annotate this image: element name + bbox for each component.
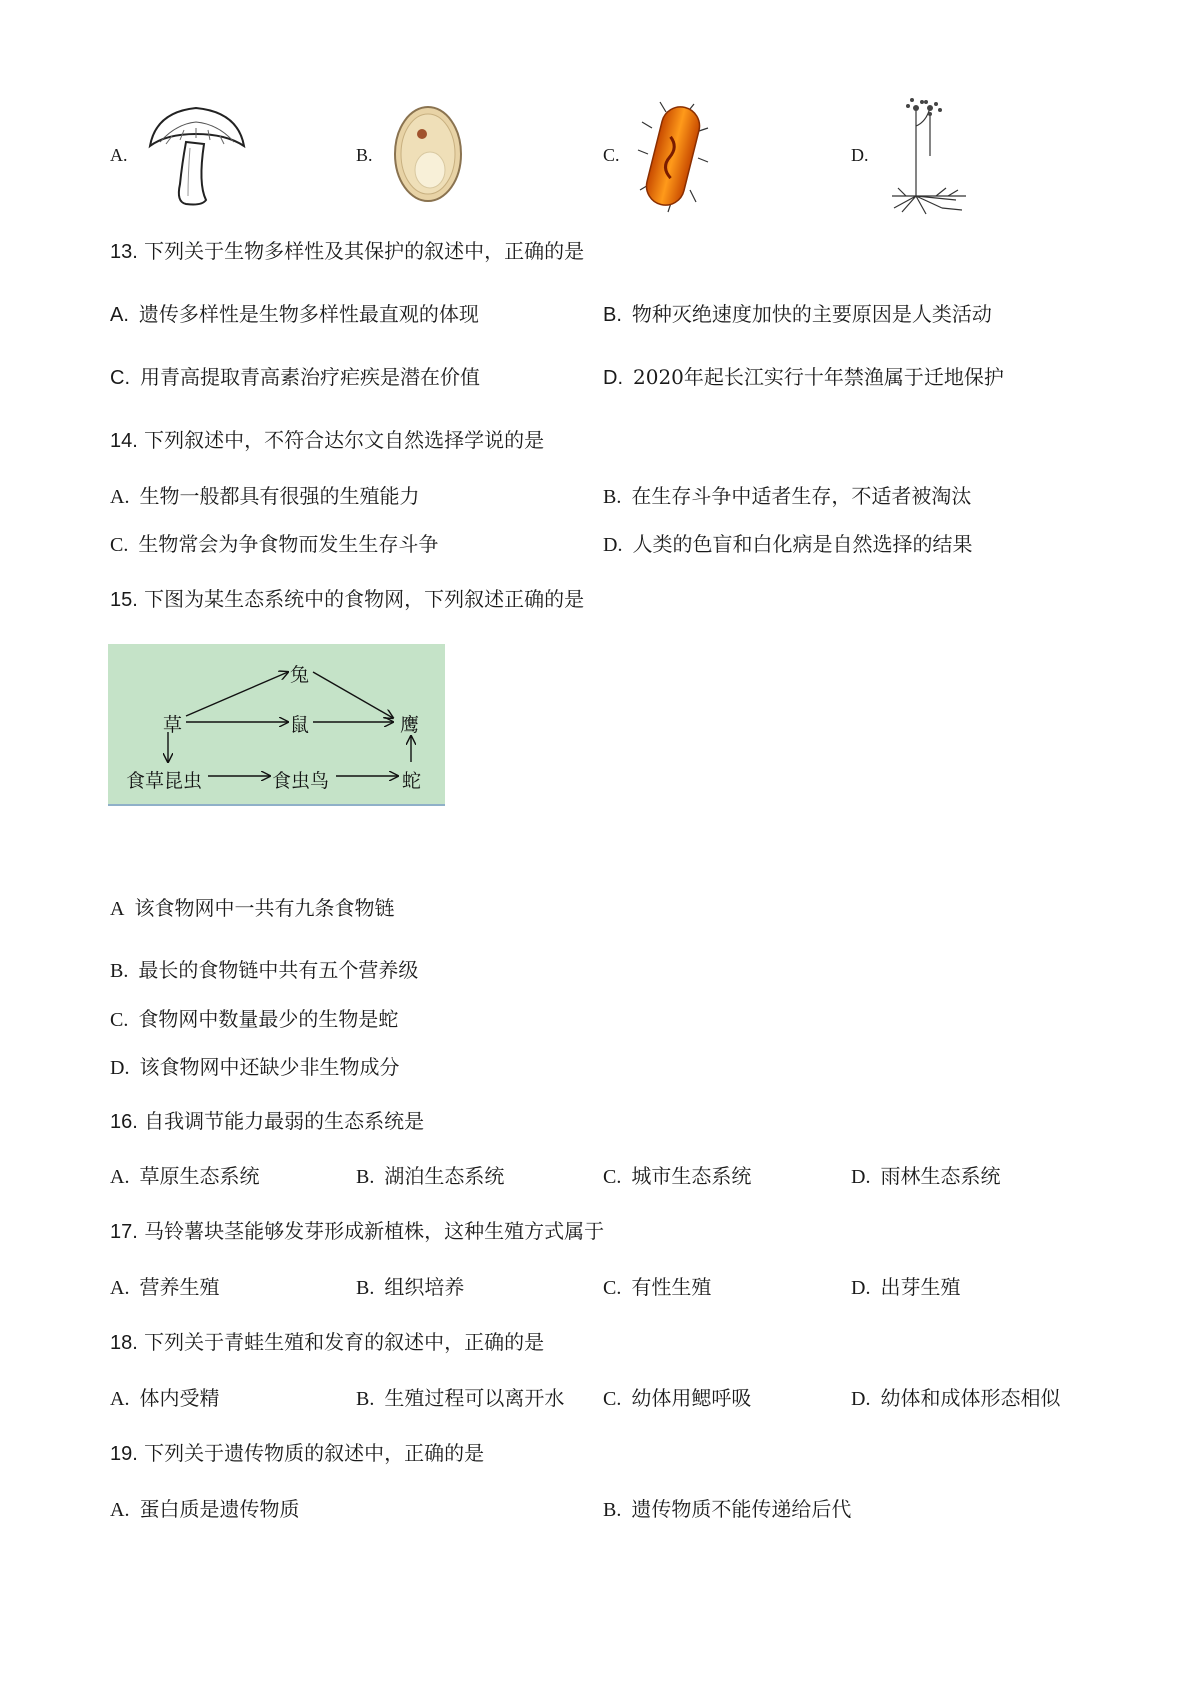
q14-option-c	[110, 531, 438, 558]
option-text: 2020年起长江实行十年禁渔属于迁地保护	[633, 365, 1004, 389]
question-number: 19.	[110, 1443, 138, 1465]
option-letter: A	[110, 898, 125, 920]
option-letter: D.	[851, 1388, 871, 1410]
q17-option-b	[356, 1274, 464, 1301]
option-letter: A.	[110, 304, 129, 326]
q19-option-a	[110, 1496, 299, 1523]
option-letter: B.	[356, 1388, 375, 1410]
node-bird: 食虫鸟	[272, 770, 330, 792]
q17-stem	[110, 1218, 604, 1245]
node-eagle: 鹰	[400, 714, 420, 736]
q17-option-c	[603, 1274, 711, 1301]
option-letter: B.	[356, 1277, 375, 1299]
option-text: 人类的色盲和白化病是自然选择的结果	[632, 532, 973, 556]
q16-option-b	[356, 1163, 504, 1190]
question-number: 13.	[110, 241, 138, 263]
option-text: 营养生殖	[139, 1275, 220, 1299]
option-text: 用青高提取青高素治疗疟疾是潜在价值	[140, 365, 480, 389]
question-number: 18.	[110, 1332, 138, 1354]
q15-option-a	[110, 895, 394, 922]
q17-option-d	[851, 1274, 960, 1301]
q19-option-b	[603, 1496, 851, 1523]
q15-option-c	[110, 1006, 398, 1033]
q14-option-b	[603, 483, 971, 510]
option-letter: D.	[603, 534, 623, 556]
q18-option-d	[851, 1385, 1060, 1412]
option-text: 食物网中数量最少的生物是蛇	[138, 1007, 399, 1031]
option-letter: B.	[603, 1499, 622, 1521]
node-mouse: 鼠	[290, 714, 310, 736]
node-grass: 草	[163, 714, 183, 736]
q16-option-d	[851, 1163, 1000, 1190]
node-rabbit: 兔	[290, 664, 310, 686]
mushroom-icon	[146, 104, 248, 208]
option-letter: B.	[110, 960, 129, 982]
q15-stem	[110, 586, 584, 613]
option-text: 该食物网中一共有九条食物链	[134, 896, 395, 920]
arrow-rabbit-eagle	[313, 672, 393, 718]
q13-stem	[110, 238, 584, 265]
option-letter: B.	[356, 1166, 375, 1188]
question-number: 14.	[110, 430, 138, 452]
q12-option-b-letter: B.	[356, 145, 373, 165]
option-text: 在生存斗争中适者生存，不适者被淘汰	[631, 484, 972, 508]
option-letter: C.	[110, 367, 130, 389]
option-text: 生物一般都具有很强的生殖能力	[139, 484, 420, 508]
q14-option-a	[110, 483, 419, 510]
q12-option-d-letter: D.	[851, 145, 869, 165]
node-insect: 食草昆虫	[126, 770, 203, 792]
q13-option-b	[603, 301, 992, 328]
option-letter: A.	[110, 486, 130, 508]
option-text: 蛋白质是遗传物质	[139, 1497, 300, 1521]
question-stem: 下列叙述中，不符合达尔文自然选择学说的是	[144, 428, 545, 452]
option-text: 幼体用鳃呼吸	[631, 1386, 752, 1410]
option-text: 湖泊生态系统	[384, 1164, 505, 1188]
option-text: 草原生态系统	[139, 1164, 260, 1188]
yeast-cell-icon	[392, 104, 464, 204]
option-letter: A.	[110, 1166, 130, 1188]
q15-option-d	[110, 1054, 399, 1081]
option-text: 体内受精	[139, 1386, 220, 1410]
option-text: 幼体和成体形态相似	[880, 1386, 1061, 1410]
option-letter: A.	[110, 1499, 130, 1521]
q19-stem	[110, 1440, 484, 1467]
question-stem: 下列关于遗传物质的叙述中，正确的是	[144, 1441, 485, 1465]
arrow-grass-rabbit	[186, 672, 288, 716]
option-text: 生殖过程可以离开水	[384, 1386, 565, 1410]
option-text: 出芽生殖	[880, 1275, 961, 1299]
food-web-diagram	[108, 644, 445, 806]
option-text: 组织培养	[384, 1275, 465, 1299]
q16-option-a	[110, 1163, 259, 1190]
option-text: 物种灭绝速度加快的主要原因是人类活动	[631, 302, 992, 326]
option-letter: C.	[603, 1388, 622, 1410]
option-text: 遗传多样性是生物多样性最直观的体现	[138, 302, 479, 326]
question-stem: 马铃薯块茎能够发芽形成新植株，这种生殖方式属于	[144, 1219, 605, 1243]
option-letter: D.	[110, 1057, 130, 1079]
option-text: 遗传物质不能传递给后代	[631, 1497, 852, 1521]
option-letter: C.	[110, 1009, 129, 1031]
option-letter: D.	[851, 1277, 871, 1299]
option-text: 雨林生态系统	[880, 1164, 1001, 1188]
option-letter: C.	[110, 534, 129, 556]
option-letter: A.	[110, 1277, 130, 1299]
q18-option-c	[603, 1385, 751, 1412]
question-number: 15.	[110, 589, 138, 611]
question-number: 17.	[110, 1221, 138, 1243]
mold-icon	[886, 96, 970, 216]
q18-stem	[110, 1329, 544, 1356]
bacterium-icon	[636, 98, 710, 214]
option-letter: B.	[603, 486, 622, 508]
q13-option-c	[110, 364, 480, 391]
q13-option-d	[603, 364, 1004, 391]
option-text: 最长的食物链中共有五个营养级	[138, 958, 419, 982]
q15-option-b	[110, 957, 418, 984]
question-stem: 下图为某生态系统中的食物网，下列叙述正确的是	[144, 587, 585, 611]
question-stem: 自我调节能力最弱的生态系统是	[144, 1109, 425, 1133]
node-snake: 蛇	[402, 770, 422, 792]
option-text: 城市生态系统	[631, 1164, 752, 1188]
q18-option-a	[110, 1385, 219, 1412]
option-letter: A.	[110, 1388, 130, 1410]
option-text: 有性生殖	[631, 1275, 712, 1299]
q18-option-b	[356, 1385, 564, 1412]
q14-stem	[110, 427, 544, 454]
q16-option-c	[603, 1163, 751, 1190]
q12-option-a-letter: A.	[110, 145, 128, 165]
option-text: 该食物网中还缺少非生物成分	[139, 1055, 400, 1079]
question-number: 16.	[110, 1111, 138, 1133]
option-letter: C.	[603, 1277, 622, 1299]
option-letter: D.	[851, 1166, 871, 1188]
q13-option-a	[110, 301, 479, 328]
option-text: 生物常会为争食物而发生生存斗争	[138, 532, 439, 556]
q16-stem	[110, 1108, 424, 1135]
question-stem: 下列关于生物多样性及其保护的叙述中，正确的是	[144, 239, 585, 263]
option-letter: B.	[603, 304, 622, 326]
option-letter: D.	[603, 367, 623, 389]
q17-option-a	[110, 1274, 219, 1301]
q12-option-c-letter: C.	[603, 145, 620, 165]
q14-option-d	[603, 531, 972, 558]
option-letter: C.	[603, 1166, 622, 1188]
question-stem: 下列关于青蛙生殖和发育的叙述中，正确的是	[144, 1330, 545, 1354]
